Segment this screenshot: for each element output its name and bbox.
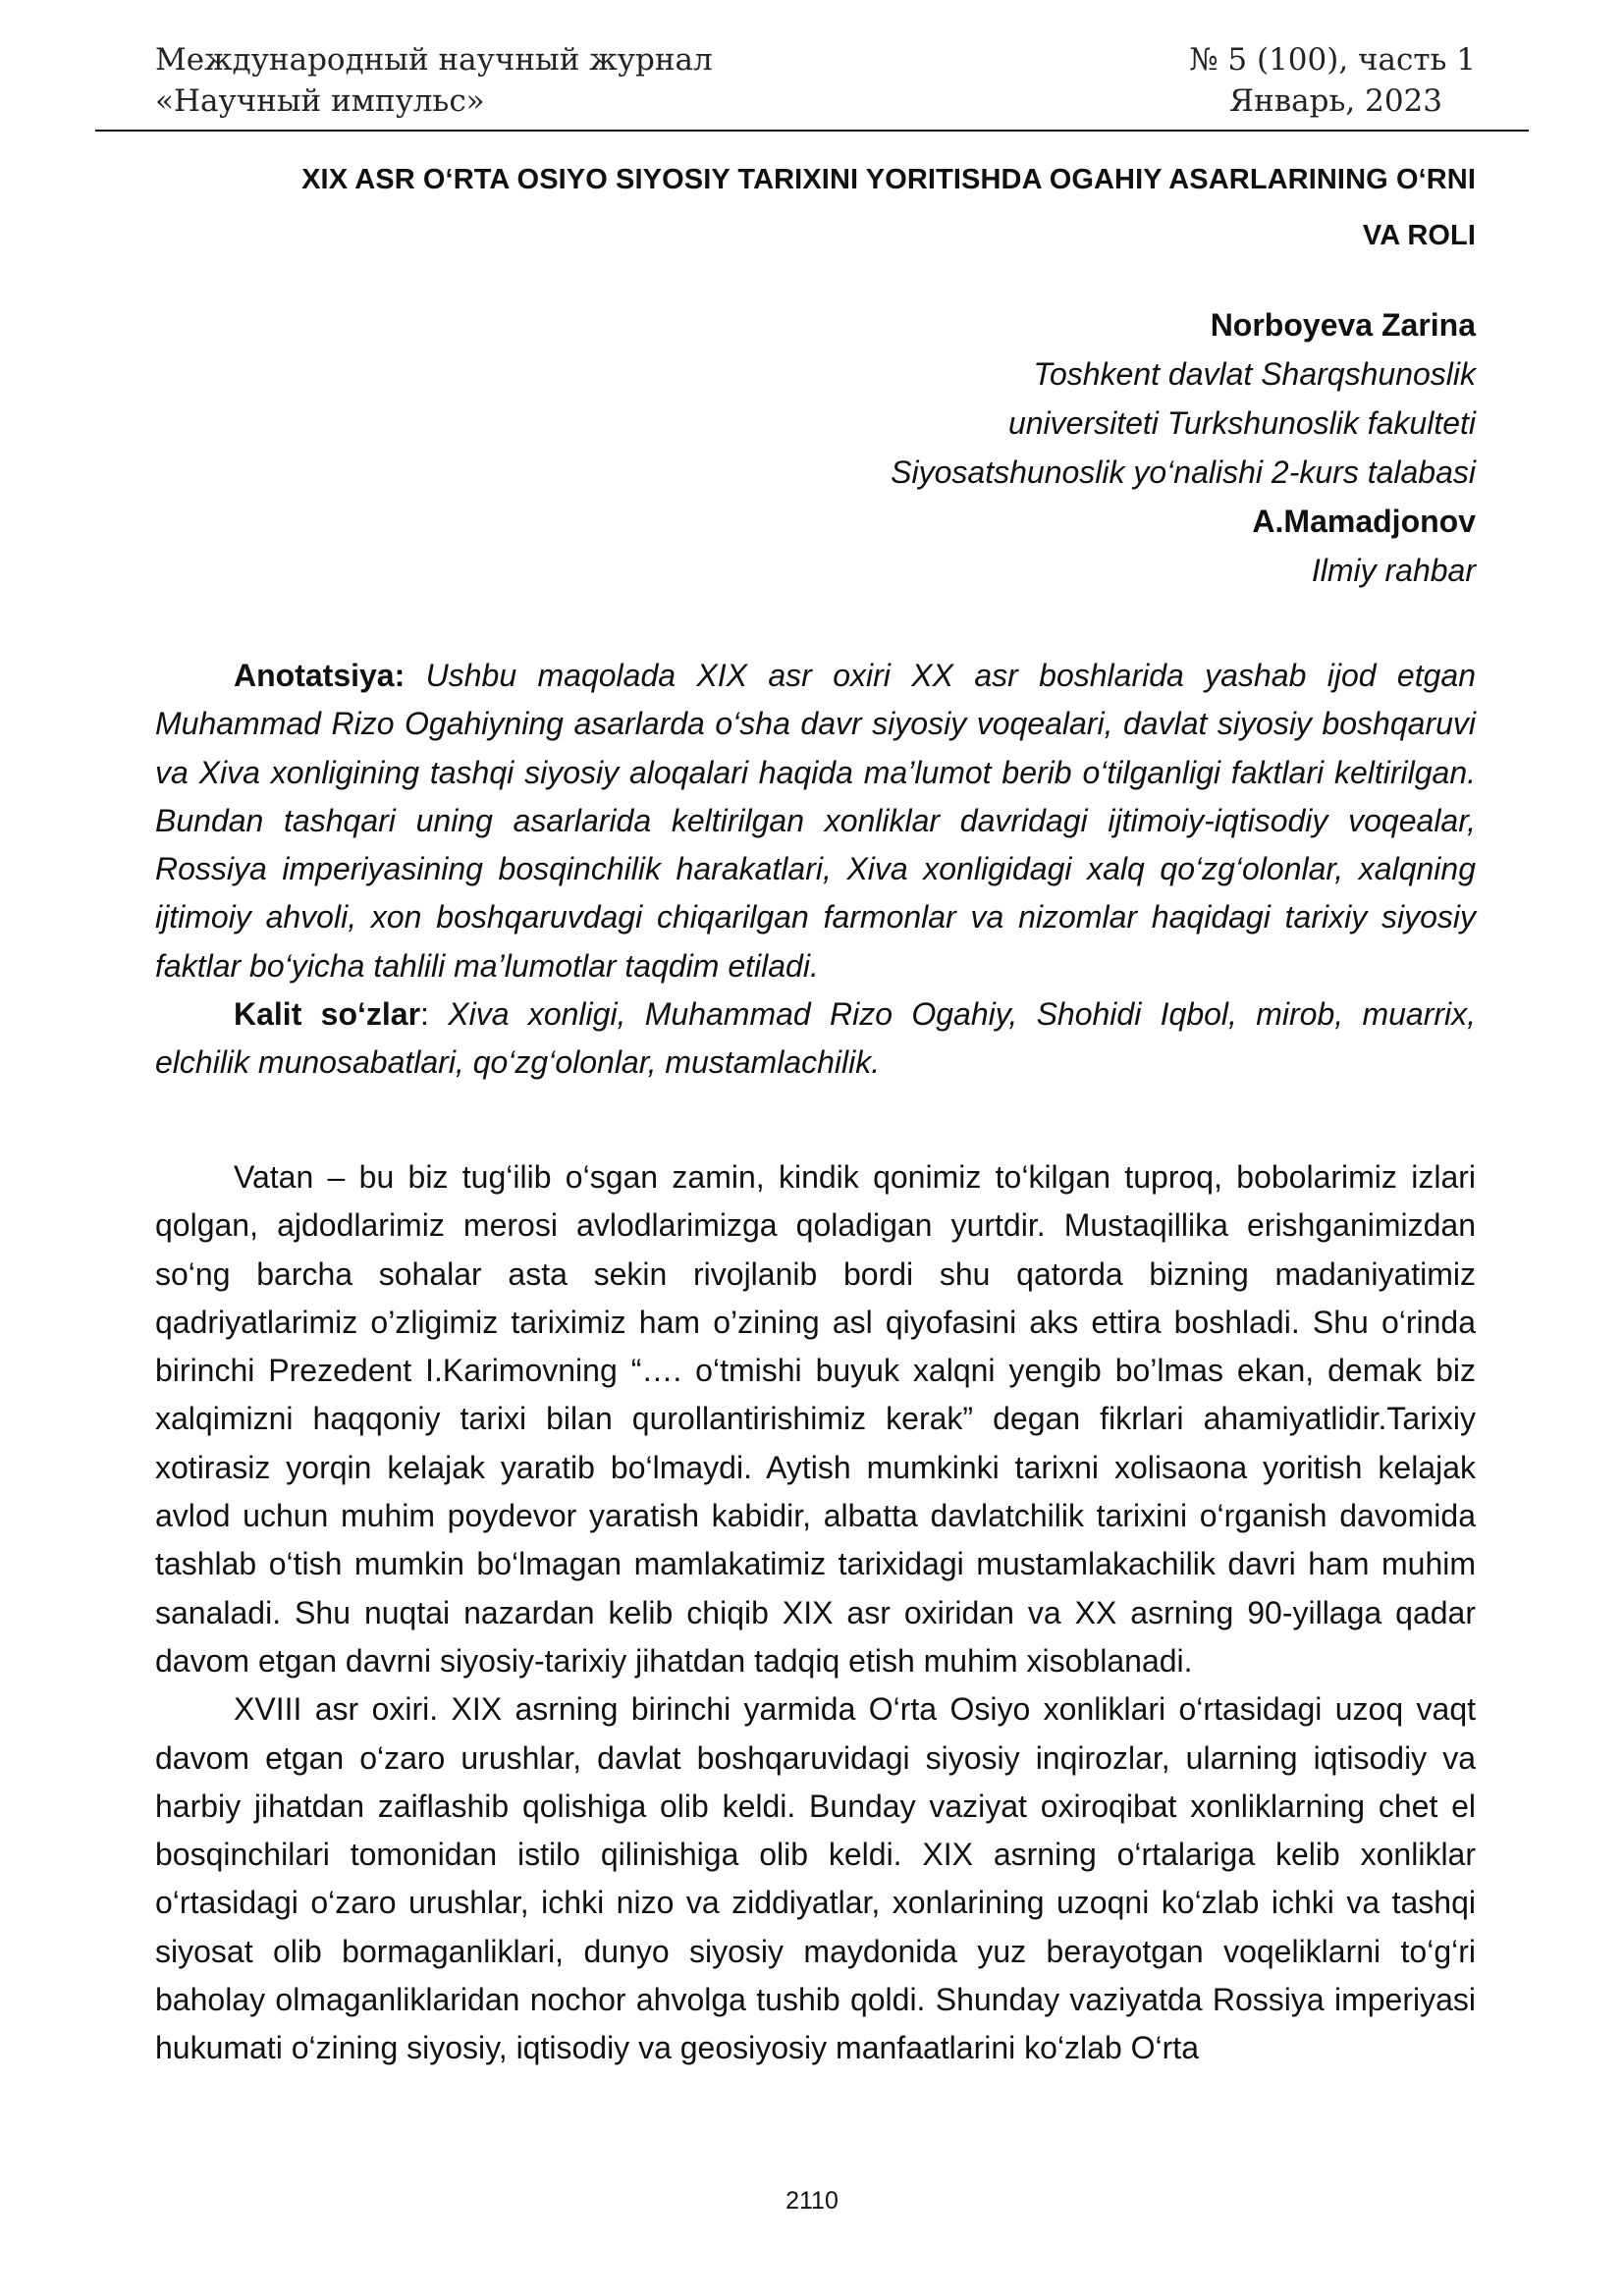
keywords-label: Kalit so‘zlar bbox=[234, 996, 421, 1033]
article-title-line1: XIX ASR O‘RTA OSIYO SIYOSIY TARIXINI YORITISHDA OGAHIY ASARLARINING O‘RNI bbox=[301, 164, 1476, 195]
page-number: 2110 bbox=[785, 2187, 839, 2215]
keywords-text: Xiva xonligi, Muhammad Rizo Ogahiy, Shohidi Iqbol, mirob, muarrix, elchilik munosabatlari, qo‘zg‘olonlar, mustamlachilik. bbox=[155, 996, 1477, 1081]
abstract-paragraph bbox=[155, 652, 1476, 990]
author-affiliation-line3: Siyosatshunoslik yo‘nalishi 2-kurs talabasi bbox=[891, 454, 1476, 490]
issue-number: № 5 (100), часть 1 bbox=[1189, 42, 1476, 78]
abstract-section bbox=[155, 652, 1476, 1088]
body-paragraph-1: Vatan – bu biz tug‘ilib o‘sgan zamin, kindik qonimiz to‘kilgan tuproq, bobolarimiz izlari qolgan, ajdodlarimiz merosi avlodlarimizga qoladigan yurtdir. Mustaqillika erishganimizdan so‘ng barcha sohalar asta sekin rivojlanib bordi shu qatorda bizning madaniyatimiz qadriyatlarimiz o’zligimiz tariximiz ham o’zining asl qiyofasini aks ettira boshladi. Shu o‘rinda birinchi Prezedent I.Karimovning “…. o‘tmishi buyuk xalqni yengib bo’lmas ekan, demak biz xalqimizni haqqoniy tarixi bilan qurollantirishimiz kerak” degan fikrlari ahamiyatlidir.Tarixiy xotirasiz yorqin kelajak yaratib bo‘lmaydi. Aytish mumkinki tarixni xolisaona yoritish kelajak avlod uchun muhim poydevor yaratish kabidir, albatta davlatchilik tarixini o‘rganish davomida tashlab o‘tish mumkin bo‘lmagan mamlakatimiz tarixidagi mustamlakachilik davri ham muhim sanaladi. Shu nuqtai nazardan kelib chiqib XIX asr oxiridan va XX asrning 90-yillaga qadar davom etgan davrni siyosiy-tarixiy jihatdan tadqiq etish muhim xisoblanadi. bbox=[155, 1159, 1476, 1679]
abstract-label: Anotatsiya: bbox=[234, 658, 406, 693]
keywords-colon: : bbox=[420, 996, 429, 1033]
article-title bbox=[155, 152, 1476, 264]
journal-name-line2: «Научный импульс» bbox=[155, 83, 485, 119]
author-affiliation-line1: Toshkent davlat Sharqshunoslik bbox=[1033, 356, 1476, 392]
issue-info bbox=[1189, 39, 1476, 122]
body-paragraph-2: XVIII asr oxiri. XIX asrning birinchi yarmida O‘rta Osiyo xonliklari o‘rtasidagi uzoq vaqt davom etgan o‘zaro urushlar, davlat boshqaruvidagi siyosiy inqirozlar, ularning iqtisodiy va harbiy jihatdan zaiflashib qolishiga olib keldi. Bunday vaziyat oxiroqibat xonliklarning chet el bosqinchilari tomonidan istilo qilinishiga olib keldi. XIX asrning o‘rtalariga kelib xonliklar o‘rtasidagi o‘zaro urushlar, ichki nizo va ziddiyatlar, xonlarining uzoqni ko‘zlab ichki va tashqi siyosat olib bormaganliklari, dunyo siyosiy maydonida yuz berayotgan voqeliklarni to‘g‘ri baholay olmaganliklaridan nochor ahvolga tushib qoldi. Shunday vaziyatda Rossiya imperiyasi hukumati o‘zining siyosiy, iqtisodiy va geosiyosiy manfaatlarini ko‘zlab O‘rta bbox=[155, 1691, 1476, 2066]
issue-date: Январь, 2023 bbox=[1229, 83, 1442, 119]
header-divider bbox=[95, 130, 1529, 132]
author-name: Norboyeva Zarina bbox=[1210, 307, 1476, 343]
journal-name bbox=[155, 39, 713, 122]
abstract-text: Ushbu maqolada XIX asr oxiri XX asr boshlarida yashab ijod etgan Muhammad Rizo Ogahiyning asarlarda o‘sha davr siyosiy voqealari, davlat siyosiy boshqaruvi va Xiva xonligining tashqi siyosiy aloqalari haqida ma’lumot berib o‘tilganligi faktlari keltirilgan. Bundan tashqari uning asarlarida keltirilgan xonliklar davridagi ijtimoiy-iqtisodiy voqealar, Rossiya imperiyasining bosqinchilik harakatlari, Xiva xonligidagi xalq qo‘zg‘olonlar, xalqning ijtimoiy ahvoli, xon boshqaruvdagi chiqarilgan farmonlar va nizomlar haqidagi tarixiy siyosiy faktlar bo‘yicha tahlili ma’lumotlar taqdim etiladi. bbox=[155, 658, 1476, 984]
article-body bbox=[155, 1153, 1476, 2073]
running-header bbox=[155, 39, 1476, 124]
article-title-line2: VA ROLI bbox=[1362, 220, 1476, 251]
keywords-paragraph bbox=[155, 990, 1476, 1088]
author-block bbox=[687, 300, 1476, 595]
author-affiliation-line2: universiteti Turkshunoslik fakulteti bbox=[1007, 405, 1476, 441]
supervisor-name: A.Mamadjonov bbox=[1252, 504, 1476, 539]
journal-name-line1: Международный научный журнал bbox=[155, 42, 713, 78]
supervisor-role: Ilmiy rahbar bbox=[1311, 553, 1476, 588]
